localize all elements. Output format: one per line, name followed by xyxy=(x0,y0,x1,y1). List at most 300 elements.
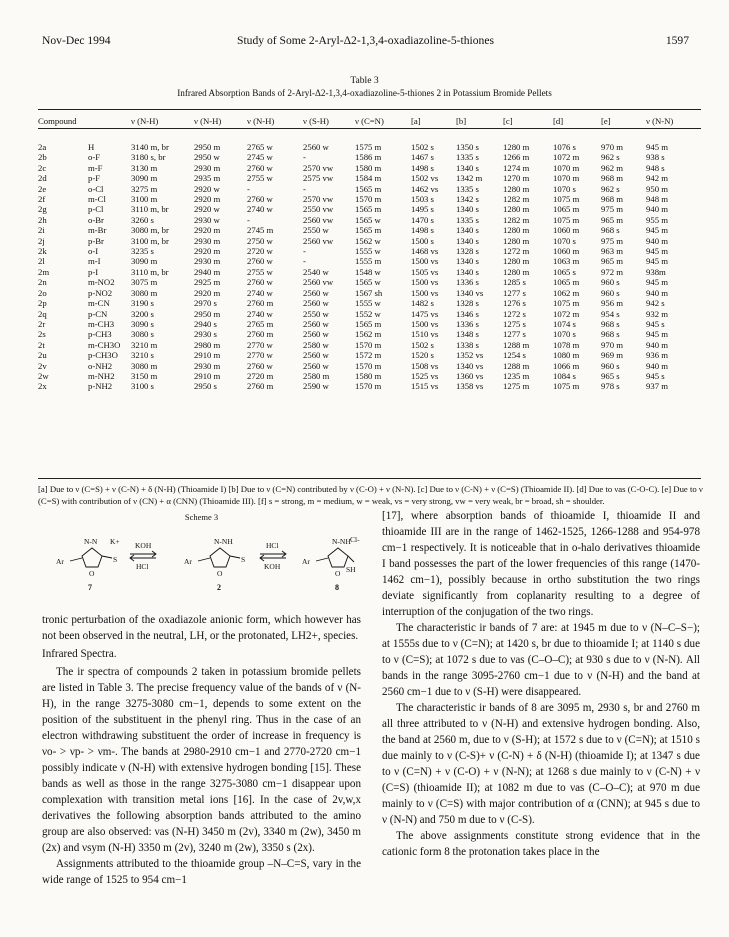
band-cell: 3100 m xyxy=(131,194,158,205)
band-cell: 962 m xyxy=(601,162,623,173)
band-cell: 2770 w xyxy=(247,350,273,361)
right-paragraph-4: The above assignments constitute strong evidence that in the cationic form 8 the protonation takes place in the xyxy=(382,830,700,858)
band-cell: - xyxy=(247,214,250,225)
band-cell: 2760 w xyxy=(247,194,273,205)
band-cell: 1070 m xyxy=(553,173,580,184)
substituent-cell: p-Cl xyxy=(88,204,104,215)
band-cell: 1285 s xyxy=(503,277,526,288)
table-bottom-rule xyxy=(38,478,701,479)
band-cell: 1500 vs xyxy=(411,287,439,298)
band-cell: 2560 w xyxy=(303,142,329,152)
band-cell: 1280 m xyxy=(503,142,530,152)
compound-id-cell: 2x xyxy=(38,381,47,392)
band-cell: 2750 w xyxy=(247,235,273,246)
band-cell: 3090 m xyxy=(131,173,158,184)
substituent-cell: p-F xyxy=(88,173,101,184)
band-cell: 1072 m xyxy=(553,152,580,163)
band-cell: 2940 s xyxy=(194,318,217,329)
compound-id-cell: 2i xyxy=(38,225,45,236)
band-cell: 1075 m xyxy=(553,214,580,225)
band-cell: 2920 m xyxy=(194,225,221,236)
table-row xyxy=(38,152,701,162)
band-cell: 2770 w xyxy=(247,339,273,350)
band-cell: 1065 s xyxy=(553,266,576,277)
band-cell: - xyxy=(303,256,306,267)
band-cell: 1552 w xyxy=(355,308,381,319)
band-cell: 1065 m xyxy=(553,204,580,215)
band-cell: 1505 vs xyxy=(411,266,439,277)
left-paragraph-3: Assignments attributed to the thioamide group –N–C=S, vary in the wide range of 1525 to 954 cm−1 xyxy=(42,858,361,886)
band-cell: 1565 m xyxy=(355,204,382,215)
band-cell: 2950 s xyxy=(194,381,217,392)
band-cell: 1275 m xyxy=(503,381,530,392)
table-row xyxy=(38,173,701,183)
band-cell: 3275 m xyxy=(131,183,158,194)
band-cell: 2760 w xyxy=(247,360,273,371)
compound-id-cell: 2h xyxy=(38,214,47,225)
compound-id-cell: 2n xyxy=(38,277,47,288)
scheme-reaction-diagram xyxy=(42,524,361,594)
band-cell: 938m xyxy=(646,266,666,277)
band-cell: 940 m xyxy=(646,339,668,350)
band-cell: 1350 s xyxy=(456,142,479,152)
band-cell: 1340 s xyxy=(456,162,479,173)
band-cell: 940 m xyxy=(646,204,668,215)
band-cell: 1340 s xyxy=(456,235,479,246)
right-paragraph-2: The characteristic ir bands of 7 are: at 1945 m due to ν (N–C–S−); at 1555s due to ν (C=N); at 1420 s, br due to thioamide I; at 1140 s due to ν (C=S); at 1072 s due to νas (C–O–C); at 930 s due to ν (N-N). All bands in the range 3095-2760 cm−1 due to ν (N-H) and the band at 2560 cm−1 due to ν (S-H) were disappeared. xyxy=(382,622,700,698)
compound-id-cell: 2c xyxy=(38,162,47,173)
band-cell: 1070 s xyxy=(553,183,576,194)
substituent-cell: m-F xyxy=(88,162,103,173)
band-cell: 1074 s xyxy=(553,318,576,329)
band-cell: 1272 m xyxy=(503,246,530,257)
band-cell: 3080 m, br xyxy=(131,225,169,236)
atom-sh-8: SH xyxy=(346,565,356,574)
column-header: ν (N-H) xyxy=(194,116,222,127)
right-column-text xyxy=(382,508,700,860)
band-cell: 2760 m xyxy=(247,381,274,392)
substituent-cell: m-NO2 xyxy=(88,277,115,288)
band-cell: 1498 s xyxy=(411,225,434,236)
column-header: [d] xyxy=(553,116,564,127)
band-cell: 2580 w xyxy=(303,339,329,350)
band-cell: 1076 s xyxy=(553,142,576,152)
band-cell: 1510 vs xyxy=(411,329,439,340)
atom-cl-anion: Cl- xyxy=(350,535,360,544)
band-cell: 3140 m, br xyxy=(131,142,169,152)
band-cell: 970 m xyxy=(601,339,623,350)
table-header-row xyxy=(38,115,701,128)
compound-id-cell: 2a xyxy=(38,142,47,152)
band-cell: 1342 m xyxy=(456,173,483,184)
band-cell: 1580 m xyxy=(355,162,382,173)
band-cell: 3210 m xyxy=(131,339,158,350)
band-cell: 2760 m xyxy=(247,329,274,340)
band-cell: 2550 w xyxy=(303,308,329,319)
band-cell: 938 s xyxy=(646,152,665,163)
band-cell: 1340 s xyxy=(456,204,479,215)
page-number: 1597 xyxy=(665,34,689,47)
band-cell: 3075 m xyxy=(131,277,158,288)
table-row xyxy=(38,236,701,246)
band-cell: 936 m xyxy=(646,350,668,361)
band-cell: 1570 m xyxy=(355,360,382,371)
band-cell: 1328 s xyxy=(456,298,479,309)
substituent-cell: p-I xyxy=(88,266,99,277)
band-cell: 945 m xyxy=(646,246,668,257)
band-cell: 968 m xyxy=(601,173,623,184)
compound-id-cell: 2d xyxy=(38,173,47,184)
band-cell: 1288 m xyxy=(503,339,530,350)
band-cell: 1266 m xyxy=(503,152,530,163)
band-cell: 1555 w xyxy=(355,246,381,257)
band-cell: 965 s xyxy=(601,370,620,381)
compound-id-cell: 2j xyxy=(38,235,45,246)
band-cell: 1575 m xyxy=(355,142,382,152)
band-cell: 1495 s xyxy=(411,204,434,215)
band-cell: 1065 m xyxy=(553,277,580,288)
substituent-cell: m-Cl xyxy=(88,194,106,205)
band-cell: 950 m xyxy=(646,183,668,194)
compound-id-cell: 2v xyxy=(38,360,47,371)
ir-bands-table xyxy=(38,115,701,392)
compound-id-cell: 2k xyxy=(38,246,47,257)
band-cell: - xyxy=(303,183,306,194)
band-cell: 1565 m xyxy=(355,318,382,329)
band-cell: 2910 m xyxy=(194,370,221,381)
band-cell: 3150 m xyxy=(131,370,158,381)
right-paragraph-3: The characteristic ir bands of 8 are 3095 m, 2930 s, br and 2760 m all three attributed to ν (N-H) and extensive hydrogen bonding. Also, the band at 2560 m, due to ν (S-H); at 1572 s due to ν (C=N); at 1510 s due mainly to ν (C-S)+ ν (C-N) + δ (N-H) (thioamide I); at 1347 s due to ν (C=N) + ν (C-O) + ν (N-N); at 1268 s due mainly to ν (C-N) + ν (C=S) (thioamide II); at 1082 m due to νas (C–O–C); at 970 m due mainly to ν (C=S) with major contribution of α (CNN); at 945 s due to ν (N-N) and 750 m due to ν (C-S). xyxy=(382,702,700,826)
substituent-cell: H xyxy=(88,142,95,152)
atom-ar-8: Ar xyxy=(302,557,310,566)
reagent-hcl-1: HCl xyxy=(136,562,149,571)
left-paragraph-1: tronic perturbation of the oxadiazole anionic form, which however has not been observed in the neutral, LH, or the protonated, LH2+, species. xyxy=(42,614,361,642)
table-row xyxy=(38,246,701,256)
table-row xyxy=(38,361,701,371)
band-cell: 2560 w xyxy=(303,329,329,340)
band-cell: 1562 m xyxy=(355,329,382,340)
band-cell: 2560 vw xyxy=(303,214,334,225)
compound-id-cell: 2q xyxy=(38,308,47,319)
band-cell: 954 s xyxy=(601,308,620,319)
band-cell: 1352 vs xyxy=(456,350,484,361)
band-cell: 1084 s xyxy=(553,370,576,381)
band-cell: 1462 vs xyxy=(411,183,439,194)
band-cell: 2745 m xyxy=(247,225,274,236)
band-cell: 945 m xyxy=(646,277,668,288)
band-cell: 1584 m xyxy=(355,173,382,184)
band-cell: 1235 m xyxy=(503,370,530,381)
band-cell: 2560 w xyxy=(303,360,329,371)
band-cell: 1070 s xyxy=(553,329,576,340)
band-cell: 945 s xyxy=(646,318,665,329)
band-cell: 1075 m xyxy=(553,298,580,309)
table-row xyxy=(38,309,701,319)
band-cell: 1254 s xyxy=(503,350,526,361)
band-cell: 1280 m xyxy=(503,256,530,267)
band-cell: 1500 vs xyxy=(411,277,439,288)
band-cell: 975 m xyxy=(601,204,623,215)
band-cell: 1340 s xyxy=(456,225,479,236)
atom-n-nh-2: N-NH xyxy=(214,537,233,546)
band-cell: 2540 w xyxy=(303,266,329,277)
band-cell: 955 m xyxy=(646,214,668,225)
band-cell: 1277 s xyxy=(503,287,526,298)
band-cell: 2570 vw xyxy=(303,162,334,173)
table-row xyxy=(38,267,701,277)
table-row xyxy=(38,194,701,204)
band-cell: 1080 m xyxy=(553,350,580,361)
compound-id-cell: 2t xyxy=(38,339,45,350)
band-cell: 3100 m, br xyxy=(131,235,169,246)
substituent-cell: o-NH2 xyxy=(88,360,113,371)
reagent-koh-2: KOH xyxy=(264,562,281,571)
column-header: Compound xyxy=(38,116,77,127)
table-row xyxy=(38,371,701,381)
band-cell: 2560 w xyxy=(303,298,329,309)
ring-8 xyxy=(328,548,348,567)
band-cell: - xyxy=(247,183,250,194)
band-cell: 3110 m, br xyxy=(131,266,169,277)
band-cell: 968 m xyxy=(601,194,623,205)
substituent-cell: p-NH2 xyxy=(88,381,113,392)
substituent-cell: p-CH3O xyxy=(88,350,118,361)
band-cell: 2760 w xyxy=(247,162,273,173)
substituent-cell: o-Br xyxy=(88,214,104,225)
band-cell: 1555 m xyxy=(355,256,382,267)
band-cell: 2560 w xyxy=(303,350,329,361)
band-cell: 2760 w xyxy=(247,277,273,288)
compound-id-cell: 2w xyxy=(38,370,49,381)
band-cell: 1565 w xyxy=(355,214,381,225)
band-cell: 1075 m xyxy=(553,194,580,205)
table-row xyxy=(38,288,701,298)
compound-id-cell: 2l xyxy=(38,256,45,267)
band-cell: 1503 s xyxy=(411,194,434,205)
band-cell: 2720 m xyxy=(247,370,274,381)
reagent-koh-1: KOH xyxy=(135,541,152,550)
band-cell: 2720 w xyxy=(247,246,273,257)
band-cell: 1340 s xyxy=(456,256,479,267)
band-cell: 2930 w xyxy=(194,214,220,225)
substituent-cell: m-Br xyxy=(88,225,107,236)
band-cell: 932 m xyxy=(646,308,668,319)
band-cell: 963 m xyxy=(601,246,623,257)
atom-o-7: O xyxy=(89,569,95,578)
band-cell: 1336 s xyxy=(456,277,479,288)
band-cell: 1288 m xyxy=(503,360,530,371)
ring-7 xyxy=(82,548,102,567)
band-cell: 2740 w xyxy=(247,287,273,298)
band-cell: 1500 vs xyxy=(411,318,439,329)
table-caption xyxy=(0,74,729,100)
band-cell: 1070 s xyxy=(553,235,576,246)
band-cell: 2760 m xyxy=(247,298,274,309)
band-cell: 1335 s xyxy=(456,152,479,163)
band-cell: 2550 w xyxy=(303,225,329,236)
band-cell: 1502 vs xyxy=(411,173,439,184)
band-cell: 1586 m xyxy=(355,152,382,163)
substituent-cell: m-CH3 xyxy=(88,318,115,329)
table-title: Infrared Absorption Bands of 2-Aryl-Δ2-1,3,4-oxadiazoline-5-thiones 2 in Potassium Bromide Pellets xyxy=(177,88,552,98)
atom-o-2: O xyxy=(217,569,223,578)
band-cell: 1280 m xyxy=(503,204,530,215)
band-cell: 1502 s xyxy=(411,142,434,152)
band-cell: 1280 m xyxy=(503,266,530,277)
reagent-hcl-2: HCl xyxy=(266,541,279,550)
compound-id-cell: 2m xyxy=(38,266,50,277)
band-cell: 3080 m xyxy=(131,287,158,298)
table-row xyxy=(38,350,701,360)
band-cell: 3130 m xyxy=(131,162,158,173)
band-cell: 1470 s xyxy=(411,214,434,225)
band-cell: 945 m xyxy=(646,142,668,152)
substituent-cell: o-Cl xyxy=(88,183,104,194)
band-cell: 1475 vs xyxy=(411,308,439,319)
compound-id-cell: 2u xyxy=(38,350,47,361)
band-cell: 2745 w xyxy=(247,152,273,163)
band-cell: 1565 m xyxy=(355,183,382,194)
column-header: ν (N-H) xyxy=(247,116,275,127)
ring-2 xyxy=(210,548,230,567)
band-cell: 940 m xyxy=(646,287,668,298)
column-header: [e] xyxy=(601,116,611,127)
table-row xyxy=(38,256,701,266)
band-cell: 2930 m xyxy=(194,360,221,371)
substituent-cell: p-CH3 xyxy=(88,329,112,340)
band-cell: 3260 s xyxy=(131,214,154,225)
atom-ar-2: Ar xyxy=(184,557,192,566)
band-cell: 1570 m xyxy=(355,339,382,350)
compound-label-7: 7 xyxy=(88,583,92,592)
band-cell: 956 m xyxy=(601,298,623,309)
band-cell: 1070 m xyxy=(553,162,580,173)
substituent-cell: m-I xyxy=(88,256,101,267)
table-row xyxy=(38,329,701,339)
band-cell: 1066 m xyxy=(553,360,580,371)
compound-label-8: 8 xyxy=(335,583,339,592)
band-cell: 2560 w xyxy=(303,287,329,298)
band-cell: 965 m xyxy=(601,256,623,267)
table-row xyxy=(38,163,701,173)
band-cell: 1072 m xyxy=(553,308,580,319)
compound-id-cell: 2o xyxy=(38,287,47,298)
atom-s-7: S xyxy=(113,555,118,564)
atom-ar-7: Ar xyxy=(56,557,64,566)
band-cell: 2970 s xyxy=(194,298,217,309)
band-cell: 948 s xyxy=(646,162,665,173)
band-cell: 1348 s xyxy=(456,329,479,340)
table-row xyxy=(38,215,701,225)
section-heading-infrared: Infrared Spectra. xyxy=(42,648,117,660)
band-cell: 965 m xyxy=(601,214,623,225)
band-cell: 1508 vs xyxy=(411,360,439,371)
band-cell: 2920 w xyxy=(194,204,220,215)
compound-id-cell: 2b xyxy=(38,152,47,163)
band-cell: 1555 w xyxy=(355,298,381,309)
compound-label-2: 2 xyxy=(217,583,221,592)
band-cell: 1063 m xyxy=(553,256,580,267)
table-label: Table 3 xyxy=(350,75,379,86)
left-paragraph-2: The ir spectra of compounds 2 taken in potassium bromide pellets are listed in Table 3. The precise frequency value of the bands of ν (N-H), in the range 3275-3080 cm−1, depends to some extent on the position of the substituent in the phenyl ring. Thus in the case of an electron withdrawing substituent the order of increase in frequency is νo- > νp- > νm-. The bands at 2980-2910 cm−1 and 2770-2720 cm−1 possibly indicate ν (N-H) with extensive hydrogen bonding [15]. These bands as well as those in the range 3275-3080 cm−1 disappear upon complexation with transition metal ions [16]. In the case of 2v,w,x derivatives the following absorption bands attributed to the amino group are also observed: νas (N-H) 3450 m (2v), 3340 m (2w), 3450 m (2x) and νsym (N-H) 3350 m (2v), 3240 m (2w), 3350 s (2x). xyxy=(42,666,361,854)
substituent-cell: p-NO2 xyxy=(88,287,113,298)
band-cell: 3210 s xyxy=(131,350,154,361)
atom-s-2: S xyxy=(241,555,246,564)
running-header xyxy=(42,34,689,50)
left-column-text xyxy=(42,612,361,888)
band-cell: 1078 m xyxy=(553,339,580,350)
band-cell: 972 m xyxy=(601,266,623,277)
band-cell: 3090 m xyxy=(131,256,158,267)
band-cell: 1280 m xyxy=(503,235,530,246)
band-cell: 1467 s xyxy=(411,152,434,163)
band-cell: 942 m xyxy=(646,173,668,184)
band-cell: 978 s xyxy=(601,381,620,392)
right-paragraph-1: [17], where absorption bands of thioamide I, thioamide II and thioamide III are in the range of 1462-1525, 1266-1288 and 954-978 cm−1 respectively. It is noticeable that in o-halo derivatives thioamide I band possesses the part of the lower frequencies of this range (1470-1462 cm−1), possibly because in ortho substitution the two rings deviate significantly from coplanarity resulting to a degree of interruption of the conjugation of the two rings. xyxy=(382,510,700,618)
band-cell: 1570 m xyxy=(355,381,382,392)
band-cell: 2550 vw xyxy=(303,204,334,215)
band-cell: 1482 s xyxy=(411,298,434,309)
band-cell: 2930 m xyxy=(194,256,221,267)
band-cell: 2570 vw xyxy=(303,194,334,205)
band-cell: 1515 vs xyxy=(411,381,439,392)
table-row xyxy=(38,184,701,194)
band-cell: 3200 s xyxy=(131,308,154,319)
band-cell: 2950 w xyxy=(194,152,220,163)
band-cell: - xyxy=(303,246,306,257)
band-cell: 1335 s xyxy=(456,214,479,225)
band-cell: 1565 m xyxy=(355,225,382,236)
band-cell: 1062 m xyxy=(553,287,580,298)
band-cell: 940 m xyxy=(646,360,668,371)
atom-n-n-7: N-N xyxy=(84,537,98,546)
band-cell: 3110 m, br xyxy=(131,204,169,215)
band-cell: 940 m xyxy=(646,235,668,246)
band-cell: 970 m xyxy=(601,142,623,152)
substituent-cell: m-NH2 xyxy=(88,370,115,381)
table-footnote: [a] Due to ν (C=S) + ν (C-N) + δ (N-H) (Thioamide I) [b] Due to ν (C=N) contributed by ν (C-O) + ν (N-N). [c] Due to ν (C-N) + ν (C=S) (Thioamide II). [d] Due to νas (C-O-C). [e] Due to ν (C=S) with contribution of ν (CN) + α (CNN) (Thioamide III). [f] s = strong, m = medium, w = weak, vs = very strong, vw = very weak, br = broad, sh = shoulder. xyxy=(38,484,703,506)
band-cell: 1272 s xyxy=(503,308,526,319)
band-cell: 1275 s xyxy=(503,318,526,329)
band-cell: 962 s xyxy=(601,152,620,163)
band-cell: 948 m xyxy=(646,194,668,205)
band-cell: 960 s xyxy=(601,360,620,371)
band-cell: 962 s xyxy=(601,183,620,194)
column-header: [a] xyxy=(411,116,421,127)
atom-o-8: O xyxy=(335,569,341,578)
band-cell: 2575 vw xyxy=(303,173,334,184)
band-cell: 1346 s xyxy=(456,308,479,319)
substituent-cell: p-CN xyxy=(88,308,108,319)
band-cell: 1342 s xyxy=(456,194,479,205)
table-body xyxy=(38,128,701,392)
band-cell: 2940 m xyxy=(194,266,221,277)
band-cell: 1060 m xyxy=(553,246,580,257)
band-cell: 2950 m xyxy=(194,308,221,319)
compound-id-cell: 2s xyxy=(38,329,46,340)
band-cell: 2765 w xyxy=(247,142,273,152)
band-cell: 1328 s xyxy=(456,246,479,257)
table-row xyxy=(38,277,701,287)
band-cell: 2765 m xyxy=(247,318,274,329)
band-cell: 1562 w xyxy=(355,235,381,246)
band-cell: 3190 s xyxy=(131,298,154,309)
band-cell: 2560 vw xyxy=(303,235,334,246)
band-cell: 1336 s xyxy=(456,318,479,329)
band-cell: 1525 vs xyxy=(411,370,439,381)
band-cell: 1277 s xyxy=(503,329,526,340)
band-cell: 1548 w xyxy=(355,266,381,277)
